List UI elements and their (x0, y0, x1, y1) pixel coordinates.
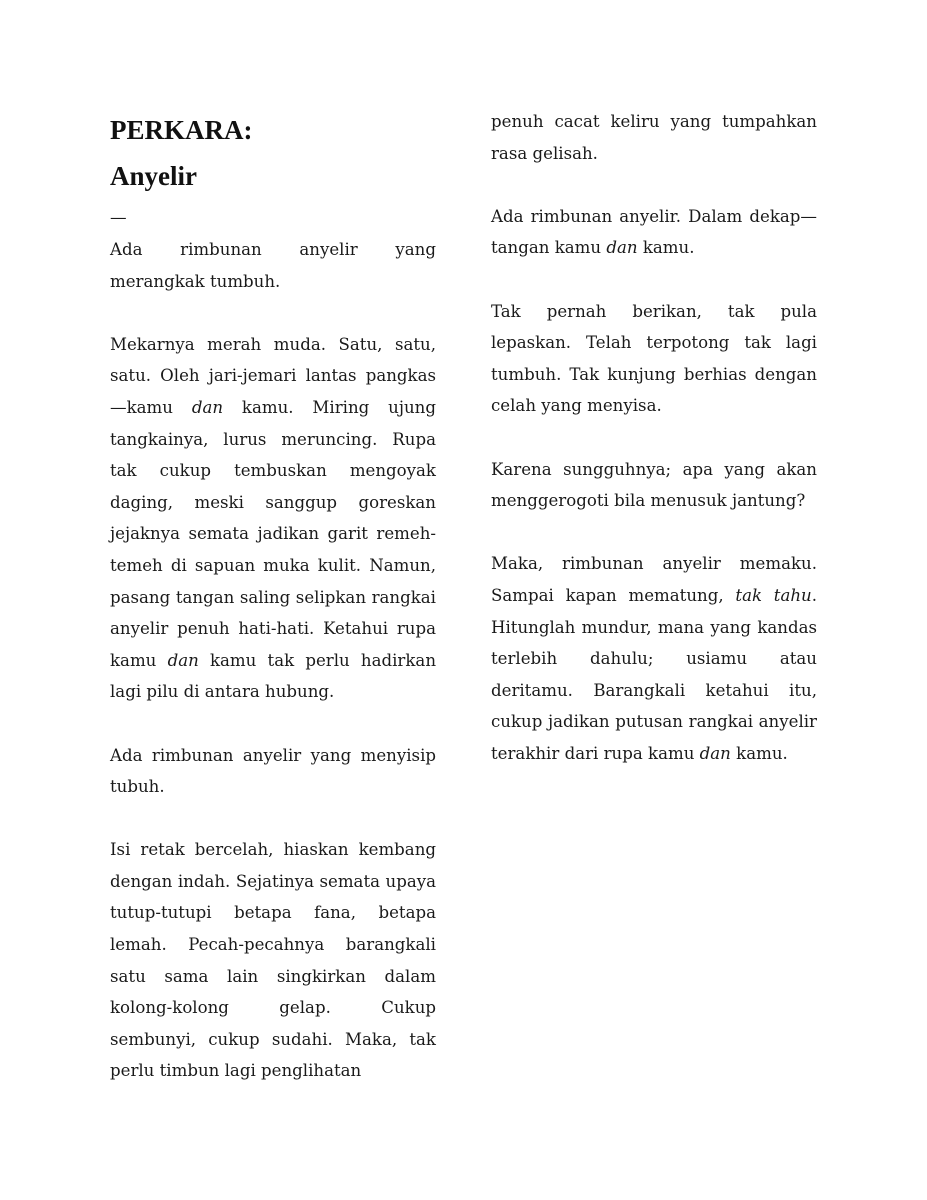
paragraph (491, 201, 817, 264)
paragraph-text: kamu. Miring ujung tangkainya, lurus meruncing. Rupa tak cukup tembuskan mengoyak daging, meski sanggup goreskan jejaknya semata jadikan garit remeh-temeh di sapuan muka kulit. Namun, pasang tangan saling selipkan rangkai anyelir penuh hati-hati. Ketahui rupa kamu (110, 397, 436, 670)
emphasis-text: dan (167, 650, 199, 670)
paragraph: Karena sungguhnya; apa yang akan menggerogoti bila menusuk jantung? (491, 459, 817, 511)
paragraph: penuh cacat keliru yang tumpahkan rasa gelisah. (491, 112, 817, 163)
emphasis-text: dan (191, 397, 224, 417)
paragraph: Tak pernah berikan, tak pula lepaskan. Telah terpotong tak lagi tumbuh. Tak kunjung berhias dengan celah yang menyisa. (491, 301, 817, 416)
paragraph (491, 548, 817, 769)
paragraph-text: kamu. (730, 743, 788, 763)
title-separator: — (110, 208, 127, 227)
paragraph-text: Maka, rimbunan anyelir memaku. Sampai kapan mematung, (491, 554, 817, 605)
paragraph-text: . Hitunglah mundur, mana yang kandas terlebih dahulu; usiamu atau deritamu. Barangkali ketahui itu, cukup jadikan putusan rangkai anyelir terakhir dari rupa kamu (491, 585, 818, 763)
paragraph-text: kamu tak perlu hadirkan lagi pilu di antara hubung. (110, 650, 436, 702)
paragraph-text: kamu. (637, 238, 695, 258)
paragraph: Ada rimbunan anyelir yang merangkak tumbuh. (110, 240, 436, 291)
right-column (491, 106, 817, 769)
paragraph-text: Ada rimbunan anyelir. Dalam dekap—tangan kamu (491, 206, 817, 258)
title-line-1: PERKARA: (110, 115, 253, 145)
emphasis-text: tak tahu (735, 585, 812, 605)
paragraph: Ada rimbunan anyelir yang menyisip tubuh. (110, 745, 436, 797)
paragraph: Isi retak bercelah, hiaskan kembang dengan indah. Sejatinya semata upaya tutup-tutupi betapa fana, betapa lemah. Pecah-pecahnya barangkali satu sama lain singkirkan dalam kolong-kolong gelap. Cukup sembunyi, cukup sudahi. Maka, tak perlu timbun lagi penglihatan (110, 840, 436, 1081)
emphasis-text: dan (699, 743, 731, 763)
title-line-2: Anyelir (110, 161, 197, 191)
emphasis-text: dan (606, 238, 638, 258)
left-column (110, 202, 436, 1087)
paragraph (110, 329, 436, 708)
paragraph-text: Mekarnya merah muda. Satu, satu, satu. Oleh jari-jemari lantas pangkas—kamu (110, 334, 436, 417)
